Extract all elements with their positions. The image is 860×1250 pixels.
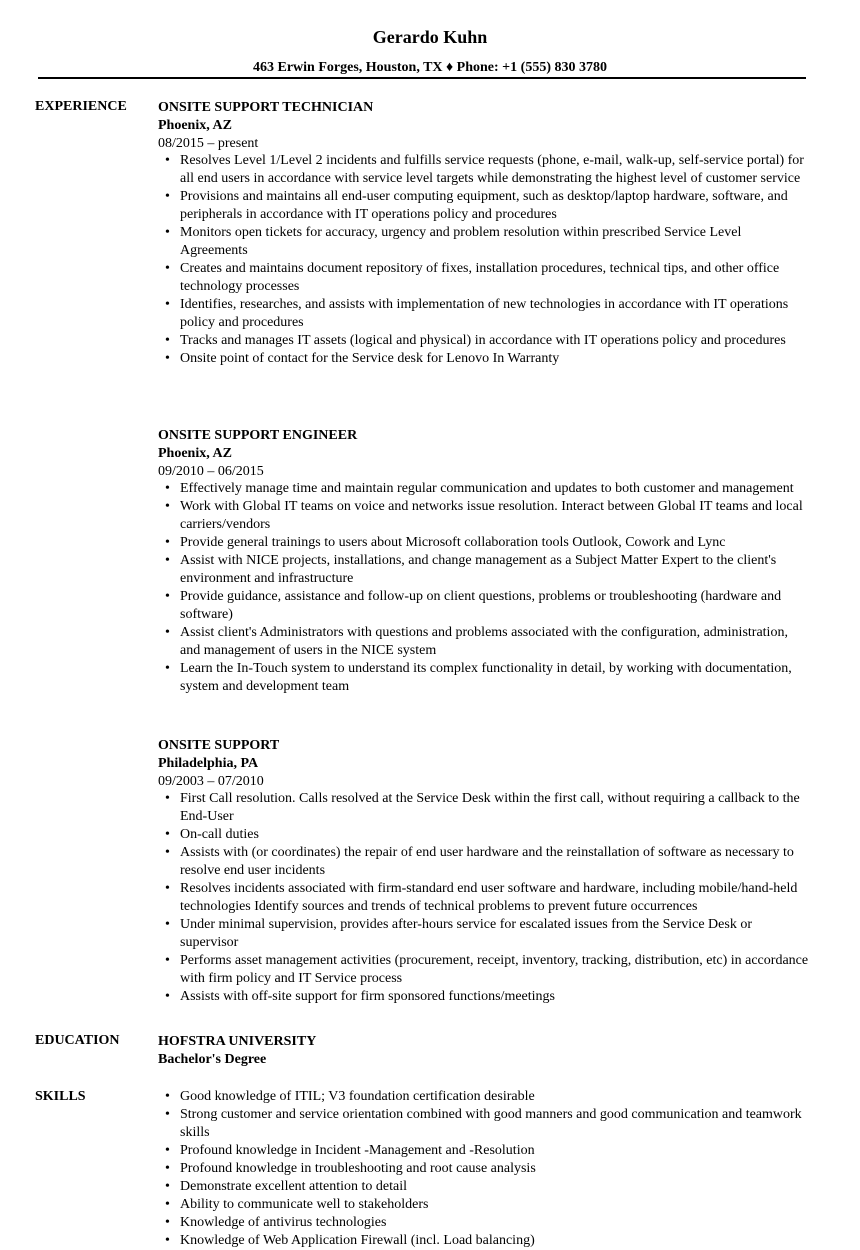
list-item: • Assist with NICE projects, installations, and change management as a Subject Matter Expert to the client's environment and infrastructure xyxy=(158,552,810,588)
job-location: Phoenix, AZ xyxy=(158,118,232,133)
job-location: Phoenix, AZ xyxy=(158,446,232,461)
job-dates: 08/2015 – present xyxy=(158,136,259,151)
job-duties-list xyxy=(158,480,818,696)
job-entry xyxy=(158,99,818,368)
job-duties-list xyxy=(158,790,818,1006)
list-item: • Work with Global IT teams on voice and networks issue resolution. Interact between Global IT teams and local carriers/vendors xyxy=(158,498,810,534)
list-item: • Ability to communicate well to stakeholders xyxy=(158,1196,810,1214)
list-item: • Strong customer and service orientation combined with good manners and good communication and teamwork skills xyxy=(158,1106,810,1142)
education-entry xyxy=(158,1033,818,1069)
job-title: ONSITE SUPPORT ENGINEER xyxy=(158,428,358,443)
section-label-experience: EXPERIENCE xyxy=(35,99,127,114)
list-item: • Demonstrate excellent attention to detail xyxy=(158,1178,810,1196)
list-item: • Tracks and manages IT assets (logical and physical) in accordance with IT operations policy and procedures xyxy=(158,332,810,350)
header-divider xyxy=(38,77,806,79)
list-item: • Assists with (or coordinates) the repair of end user hardware and the reinstallation of software as necessary to resolve end user incidents xyxy=(158,844,810,880)
list-item: • Knowledge of Web Application Firewall (incl. Load balancing) xyxy=(158,1232,810,1250)
list-item: • On-call duties xyxy=(158,826,810,844)
candidate-name: Gerardo Kuhn xyxy=(372,27,488,47)
list-item: • Monitors open tickets for accuracy, urgency and problem resolution within prescribed Service Level Agreements xyxy=(158,224,810,260)
list-item: • Provisions and maintains all end-user computing equipment, such as desktop/laptop hardware, software, and peripherals in accordance with IT operations policy and procedures xyxy=(158,188,810,224)
job-title: ONSITE SUPPORT xyxy=(158,738,280,753)
job-dates: 09/2010 – 06/2015 xyxy=(158,464,264,479)
list-item: • Good knowledge of ITIL; V3 foundation certification desirable xyxy=(158,1088,810,1106)
section-label-education: EDUCATION xyxy=(35,1033,120,1048)
list-item: • Provide general trainings to users about Microsoft collaboration tools Outlook, Cowork and Lync xyxy=(158,534,810,552)
section-label-skills: SKILLS xyxy=(35,1089,86,1104)
skills-list xyxy=(158,1088,818,1250)
list-item: • Profound knowledge in Incident -Management and -Resolution xyxy=(158,1142,810,1160)
job-duties-list xyxy=(158,152,818,368)
list-item: • Assist client's Administrators with questions and problems associated with the configuration, administration, and management of users in the NICE system xyxy=(158,624,810,660)
list-item: • Resolves Level 1/Level 2 incidents and fulfills service requests (phone, e-mail, walk-up, self-service portal) for all end users in accordance with service level targets while demonstrating the highest level of customer service xyxy=(158,152,810,188)
skills-entry xyxy=(158,1088,818,1250)
list-item: • Performs asset management activities (procurement, receipt, inventory, tracking, distribution, etc) in accordance with firm policy and IT Service process xyxy=(158,952,810,988)
list-item: • Resolves incidents associated with firm-standard end user software and hardware, including mobile/hand-held technologies Identify sources and trends of technical problems to prevent future occurrences xyxy=(158,880,810,916)
list-item: • Assists with off-site support for firm sponsored functions/meetings xyxy=(158,988,810,1006)
degree: Bachelor's Degree xyxy=(158,1052,267,1067)
list-item: • Creates and maintains document repository of fixes, installation procedures, technical tips, and other office technology processes xyxy=(158,260,810,296)
contact-line: 463 Erwin Forges, Houston, TX ♦ Phone: +1 (555) 830 3780 xyxy=(253,60,607,75)
list-item: • Identifies, researches, and assists with implementation of new technologies in accordance with IT operations policy and procedures xyxy=(158,296,810,332)
list-item: • Provide guidance, assistance and follow-up on client questions, problems or troubleshooting (hardware and software) xyxy=(158,588,810,624)
list-item: • Onsite point of contact for the Service desk for Lenovo In Warranty xyxy=(158,350,810,368)
list-item: • First Call resolution. Calls resolved at the Service Desk within the first call, without requiring a callback to the End-User xyxy=(158,790,810,826)
job-entry xyxy=(158,427,818,696)
list-item: • Learn the In-Touch system to understand its complex functionality in detail, by working with documentation, system and development team xyxy=(158,660,810,696)
list-item: • Under minimal supervision, provides after-hours service for escalated issues from the Service Desk or supervisor xyxy=(158,916,810,952)
job-entry xyxy=(158,737,818,1006)
job-location: Philadelphia, PA xyxy=(158,756,259,771)
job-title: ONSITE SUPPORT TECHNICIAN xyxy=(158,100,374,115)
list-item: • Profound knowledge in troubleshooting and root cause analysis xyxy=(158,1160,810,1178)
list-item: • Knowledge of antivirus technologies xyxy=(158,1214,810,1232)
list-item: • Effectively manage time and maintain regular communication and updates to both customer and management xyxy=(158,480,810,498)
school-name: HOFSTRA UNIVERSITY xyxy=(158,1034,317,1049)
job-dates: 09/2003 – 07/2010 xyxy=(158,774,264,789)
